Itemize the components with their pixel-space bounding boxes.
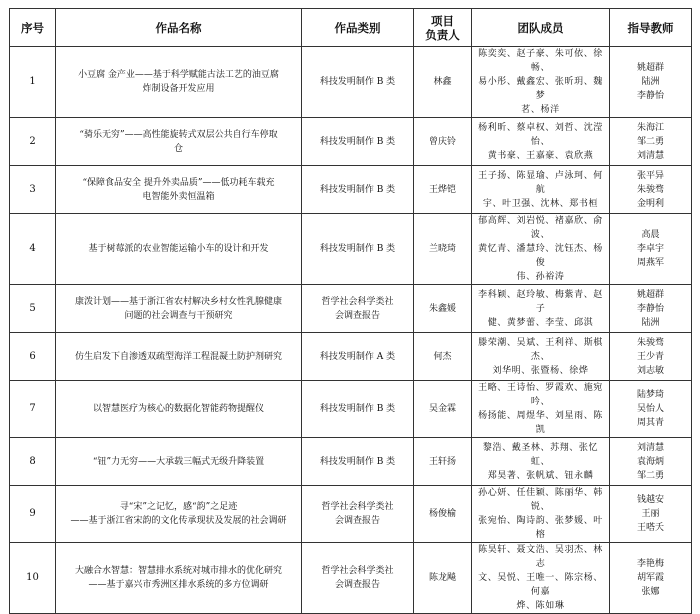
header-name: 作品名称 <box>56 9 302 47</box>
cell-name: 以智慧医疗为核心的数据化智能药物提醒仪 <box>56 381 302 438</box>
table-row <box>10 438 692 486</box>
cell-name: 基于树莓派的农业智能运输小车的设计和开发 <box>56 214 302 285</box>
cell-teachers: 陆梦琦 吴怡人 周其青 <box>610 381 692 438</box>
cell-lead: 陈龙飚 <box>414 543 472 614</box>
header-row <box>10 9 692 47</box>
table-row <box>10 118 692 166</box>
cell-teachers: 张平异 朱骏骛 金明利 <box>610 166 692 214</box>
cell-members: 郁高辉、刘岩悦、褚嘉欣、俞波、 黄忆青、潘慧玲、沈钰杰、杨俊 伟、孙裕涛 <box>472 214 610 285</box>
cell-members: 李科颖、赵玲敏、梅紫青、赵子 健、黄梦蕾、李莹、邱淇 <box>472 285 610 333</box>
cell-members: 孙心妍、任佳颖、陈丽华、韩锐、 张宛怡、陶诗韵、张梦媛、叶榕 <box>472 486 610 543</box>
cell-category: 哲学社会科学类社 会调查报告 <box>302 486 414 543</box>
table-row <box>10 166 692 214</box>
cell-teachers: 姚超群 陆洲 李静怡 <box>610 47 692 118</box>
cell-no: 4 <box>10 214 56 285</box>
cell-lead: 王烨铠 <box>414 166 472 214</box>
cell-lead: 朱鑫媛 <box>414 285 472 333</box>
cell-no: 1 <box>10 47 56 118</box>
cell-members: 杨利昕、蔡卓权、刘哲、沈滢怡、 黄书豪、王嘉豪、袁欣燕 <box>472 118 610 166</box>
table-row <box>10 381 692 438</box>
cell-teachers: 高晨 李卓宇 周燕军 <box>610 214 692 285</box>
cell-teachers: 朱海江 邹二勇 刘清慧 <box>610 118 692 166</box>
cell-teachers: 朱骏骛 王少青 刘志敏 <box>610 333 692 381</box>
cell-category: 科技发明制作 B 类 <box>302 438 414 486</box>
cell-lead: 吴金霖 <box>414 381 472 438</box>
cell-no: 5 <box>10 285 56 333</box>
table-row <box>10 214 692 285</box>
cell-members: 王子扬、陈显瑜、卢泳珂、何航 宇、叶卫强、沈林、郑书桓 <box>472 166 610 214</box>
cell-name: 大融合水智慧：智慧排水系统对城市排水的优化研究 ——基于嘉兴市秀洲区排水系统的多方位调研 <box>56 543 302 614</box>
header-lead: 项目 负责人 <box>414 9 472 47</box>
cell-members: 滕荣潮、吴斌、王利祥、斯棋杰、 刘华明、张暨杨、徐烨 <box>472 333 610 381</box>
cell-lead: 王轩扬 <box>414 438 472 486</box>
table-row <box>10 285 692 333</box>
cell-no: 3 <box>10 166 56 214</box>
cell-teachers: 刘清慧 袁海炳 邹二勇 <box>610 438 692 486</box>
cell-no: 10 <box>10 543 56 614</box>
cell-members: 陈昊轩、聂文浩、吴羽杰、林志 文、吴悦、王唯一、陈宗杨、何嘉 烨、陈如琳 <box>472 543 610 614</box>
header-teachers: 指导教师 <box>610 9 692 47</box>
header-category: 作品类别 <box>302 9 414 47</box>
cell-no: 6 <box>10 333 56 381</box>
cell-category: 哲学社会科学类社 会调查报告 <box>302 285 414 333</box>
cell-no: 9 <box>10 486 56 543</box>
header-members: 团队成员 <box>472 9 610 47</box>
cell-lead: 兰晓琦 <box>414 214 472 285</box>
cell-no: 2 <box>10 118 56 166</box>
table-row <box>10 333 692 381</box>
cell-lead: 杨俊榆 <box>414 486 472 543</box>
cell-name: 寻“宋”之记忆，感“韵”之足迹 ——基于浙江省宋韵的文化传承现状及发展的社会调研 <box>56 486 302 543</box>
cell-category: 科技发明制作 A 类 <box>302 333 414 381</box>
cell-no: 8 <box>10 438 56 486</box>
cell-name: 仿生启发下自渗透双疏型海洋工程混凝土防护剂研究 <box>56 333 302 381</box>
cell-name: 康泼计划——基于浙江省农村解决乡村女性乳腺健康 问题的社会调查与干预研究 <box>56 285 302 333</box>
cell-lead: 何杰 <box>414 333 472 381</box>
cell-name: “保障食品安全 提升外卖品质”——低功耗车载充 电智能外卖恒温箱 <box>56 166 302 214</box>
cell-name: “钮”力无穷——大承载三幅式无级升降装置 <box>56 438 302 486</box>
cell-members: 黎浩、戴圣林、苏翔、张忆虹、 郑昊著、张帆斌、钮永麟 <box>472 438 610 486</box>
cell-name: 小豆腐 金产业——基于科学赋能古法工艺的油豆腐 炸制设备开发应用 <box>56 47 302 118</box>
cell-members: 陈奕奕、赵子豪、朱可依、徐畅、 易小彤、戴鑫宏、张昕玥、魏梦 茗、杨洋 <box>472 47 610 118</box>
cell-category: 科技发明制作 B 类 <box>302 214 414 285</box>
cell-lead: 林鑫 <box>414 47 472 118</box>
table-row <box>10 47 692 118</box>
cell-category: 科技发明制作 B 类 <box>302 118 414 166</box>
cell-category: 科技发明制作 B 类 <box>302 381 414 438</box>
cell-teachers: 李艳梅 胡军霞 张娜 <box>610 543 692 614</box>
cell-teachers: 钱越安 王丽 王嗒夭 <box>610 486 692 543</box>
cell-members: 王略、王诗怡、罗霞欢、施宛吟、 杨扬能、周煜华、刘星雨、陈凯 <box>472 381 610 438</box>
cell-category: 哲学社会科学类社 会调查报告 <box>302 543 414 614</box>
cell-name: “骑乐无穷”——高性能旋转式双层公共自行车停取 仓 <box>56 118 302 166</box>
cell-lead: 曾庆铃 <box>414 118 472 166</box>
cell-no: 7 <box>10 381 56 438</box>
awards-table <box>9 8 692 614</box>
cell-teachers: 姚超群 李静怡 陆洲 <box>610 285 692 333</box>
table-row <box>10 486 692 543</box>
cell-category: 科技发明制作 B 类 <box>302 166 414 214</box>
header-no: 序号 <box>10 9 56 47</box>
cell-category: 科技发明制作 B 类 <box>302 47 414 118</box>
table-row <box>10 543 692 614</box>
